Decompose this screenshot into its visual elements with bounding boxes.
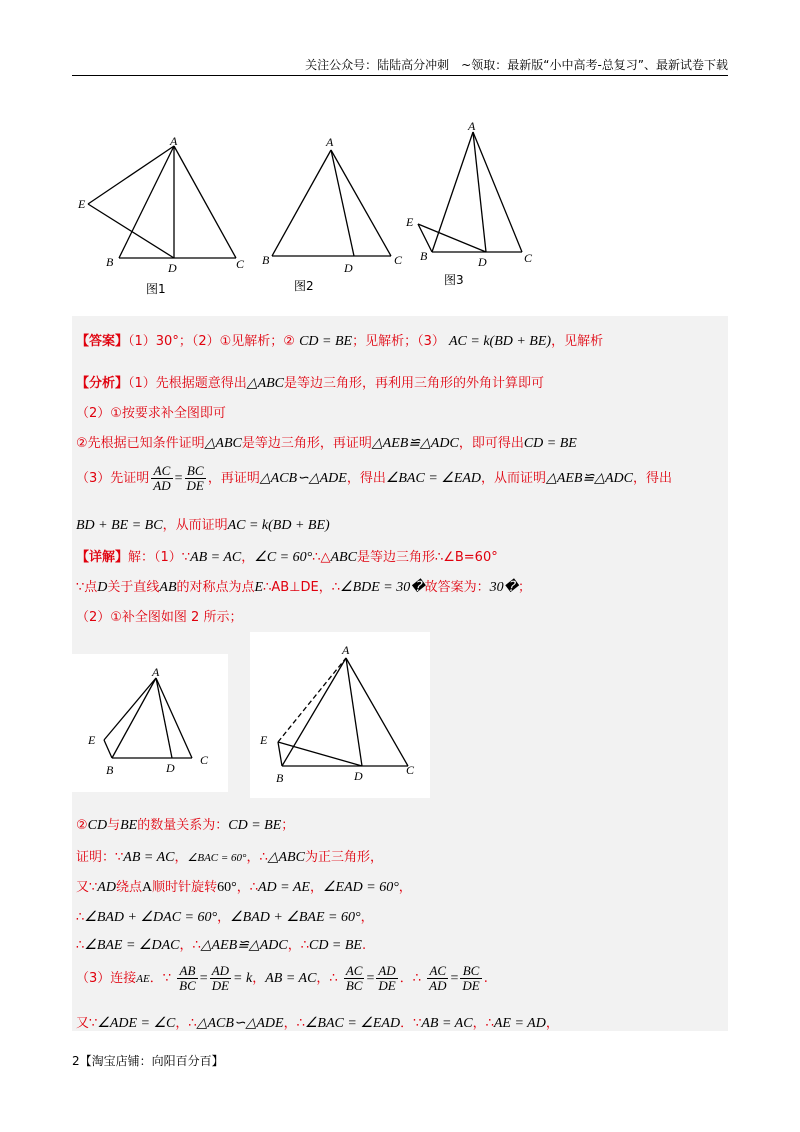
detail-line-3: （2）①补全图如图 2 所示； [76, 610, 243, 625]
fig1-label-a: A [170, 134, 178, 148]
mid1-label-d: D [166, 761, 175, 775]
mid1-label-c: C [200, 753, 209, 767]
detail-line-1: 【详解】解：（1）∵AB = AC，∠C = 60°∴△ABC是等边三角形∴∠B=60° [76, 550, 498, 565]
fig1-caption: 图1 [146, 282, 166, 296]
fig2-caption: 图2 [294, 279, 314, 293]
figure-1 [76, 132, 256, 302]
proof-line-5: ∴∠BAE = ∠DAC，∴△AEB≌△ADC，∴CD = BE. [76, 938, 367, 953]
figure-3 [400, 118, 550, 298]
fig2-label-c: C [394, 253, 403, 267]
proof-line-3: 又∵AD绕点A顺时针旋转60°，∴AD = AE，∠EAD = 60°， [76, 880, 412, 895]
mid2-label-e: E [260, 733, 268, 747]
fig2-label-d: D [344, 261, 353, 275]
mid1-label-b: B [106, 763, 114, 777]
detail-line-2: ∵点D关于直线AB的对称点为点E∴AB⊥DE，∴∠BDE = 30�故答案为：30�； [76, 580, 531, 595]
fig1-label-d: D [168, 261, 177, 275]
mid2-label-d: D [354, 769, 363, 783]
proof-line-4: ∴∠BAD + ∠DAC = 60°，∠BAD + ∠BAE = 60°， [76, 910, 374, 925]
fig3-label-c: C [524, 251, 533, 265]
mid1-label-e: E [88, 733, 96, 747]
mid2-label-a: A [342, 643, 350, 657]
analysis-line-2: （2）①按要求补全图即可 [76, 406, 226, 421]
proof-line-2: 证明：∵AB = AC，∠BAC = 60°，∴△ABC为正三角形， [76, 850, 383, 865]
answer-tag: 【答案】 [76, 334, 129, 349]
figure-mid-1 [72, 654, 228, 792]
figure-mid-2 [250, 632, 430, 798]
fig3-label-e: E [406, 215, 414, 229]
fig2-label-a: A [326, 135, 334, 149]
fig1-label-c: C [236, 257, 245, 271]
fig3-label-d: D [478, 255, 487, 269]
mid1-label-a: A [152, 665, 160, 679]
fig3-caption: 图3 [444, 273, 464, 287]
fig1-label-b: B [106, 255, 114, 269]
figure-2 [258, 132, 408, 302]
fig3-label-b: B [420, 249, 428, 263]
fig2-label-b: B [262, 253, 270, 267]
proof-line-6: （3）连接AE．∵ $\frac{AB}{BC}$ = $\frac{AD}{DE}$ = k，AB = AC，∴ $\frac{AC}{BC}$ = $\frac{AD}{DE}$ ．∴ $\frac{AC}{AD}$ = $\frac{BC}{DE}$ . [76, 963, 488, 993]
analysis-line-4: （3）先证明 $\frac{AC}{AD}$ = $\frac{BC}{DE}$ ，再证明△ACB∽△ADE，得出∠BAC = ∠EAD，从而证明△AEB≌△ADC，得出 [76, 463, 672, 493]
answer-line: 【答案】（1）30°；（2）①见解析；② CD = BE；见解析；（3） AC = k(BD + BE)，见解析 [76, 334, 604, 349]
page-footer: 2【淘宝店铺：向阳百分百】 [72, 1054, 224, 1068]
analysis-line-5: BD + BE = BC，从而证明AC = k(BD + BE) [76, 518, 330, 533]
proof-line-1: ②CD与BE的数量关系为：CD = BE； [76, 818, 295, 833]
fig1-label-e: E [78, 197, 86, 211]
fig3-label-a: A [468, 119, 476, 133]
mid2-label-c: C [406, 763, 415, 777]
analysis-line-3: ②先根据已知条件证明△ABC是等边三角形，再证明△AEB≌△ADC，即可得出CD = BE [76, 436, 577, 451]
page-header: 关注公众号：陆陆高分冲刺 ~领取：最新版“小中高考-总复习”、最新试卷下载 [72, 58, 728, 76]
proof-line-7: 又∵∠ADE = ∠C，∴△ACB∽△ADE，∴∠BAC = ∠EAD．∵AB = AC，∴AE = AD， [76, 1016, 559, 1031]
analysis-line-1: 【分析】（1）先根据题意得出△ABC是等边三角形，再利用三角形的外角计算即可 [76, 376, 545, 391]
mid2-label-b: B [276, 771, 284, 785]
